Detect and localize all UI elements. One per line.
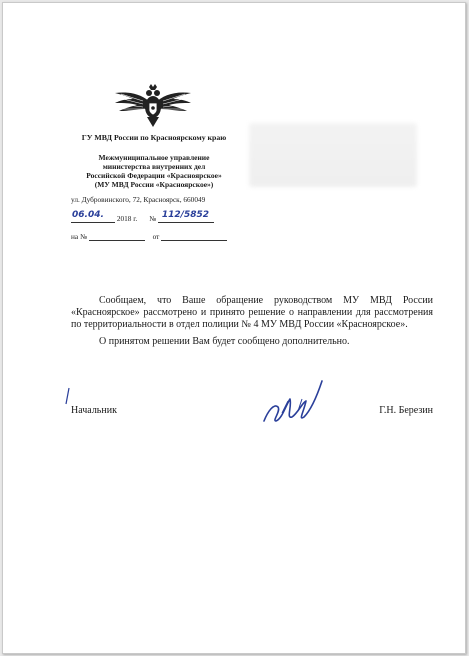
registration-line [71, 210, 214, 223]
registration-date: 06.04. [72, 210, 104, 220]
org-line: Межмуниципальное управление [98, 153, 210, 162]
mvd-emblem-icon [113, 81, 193, 129]
reference-label: на № [71, 232, 87, 241]
org-line: (МУ МВД России «Красноярское») [94, 180, 214, 189]
body-paragraph: Сообщаем, что Ваше обращение руководством МУ МВД России «Красноярское» рассмотрено и принято решение о направлении для рассмотрения по территориальности в отдел полиции № 4 МУ МВД России «Красноярское». [71, 295, 433, 331]
handwritten-tick-mark [63, 387, 71, 405]
letter-page [2, 2, 466, 654]
redacted-recipient [249, 123, 417, 187]
sender-address: ул. Дубровинского, 72, Красноярск, 660049 [71, 195, 206, 204]
body-paragraph: О принятом решении Вам будет сообщено дополнительно. [99, 335, 350, 347]
org-line: Российской Федерации «Красноярское» [86, 171, 222, 180]
letter-body [71, 295, 433, 348]
org-title: ГУ МВД России по Красноярскому краю [81, 133, 227, 142]
org-line: министерства внутренних дел [102, 162, 206, 171]
handwritten-signature [258, 377, 328, 431]
reference-line [71, 231, 227, 241]
signatory-title: Начальник [71, 405, 117, 416]
registration-number-label: № [149, 214, 157, 223]
sender-header [58, 133, 250, 189]
registration-year: 2018 г. [116, 214, 138, 223]
signatory-name: Г.Н. Березин [379, 405, 433, 416]
registration-number: 112/5852 [161, 210, 209, 220]
reference-from-label: от [152, 232, 160, 241]
